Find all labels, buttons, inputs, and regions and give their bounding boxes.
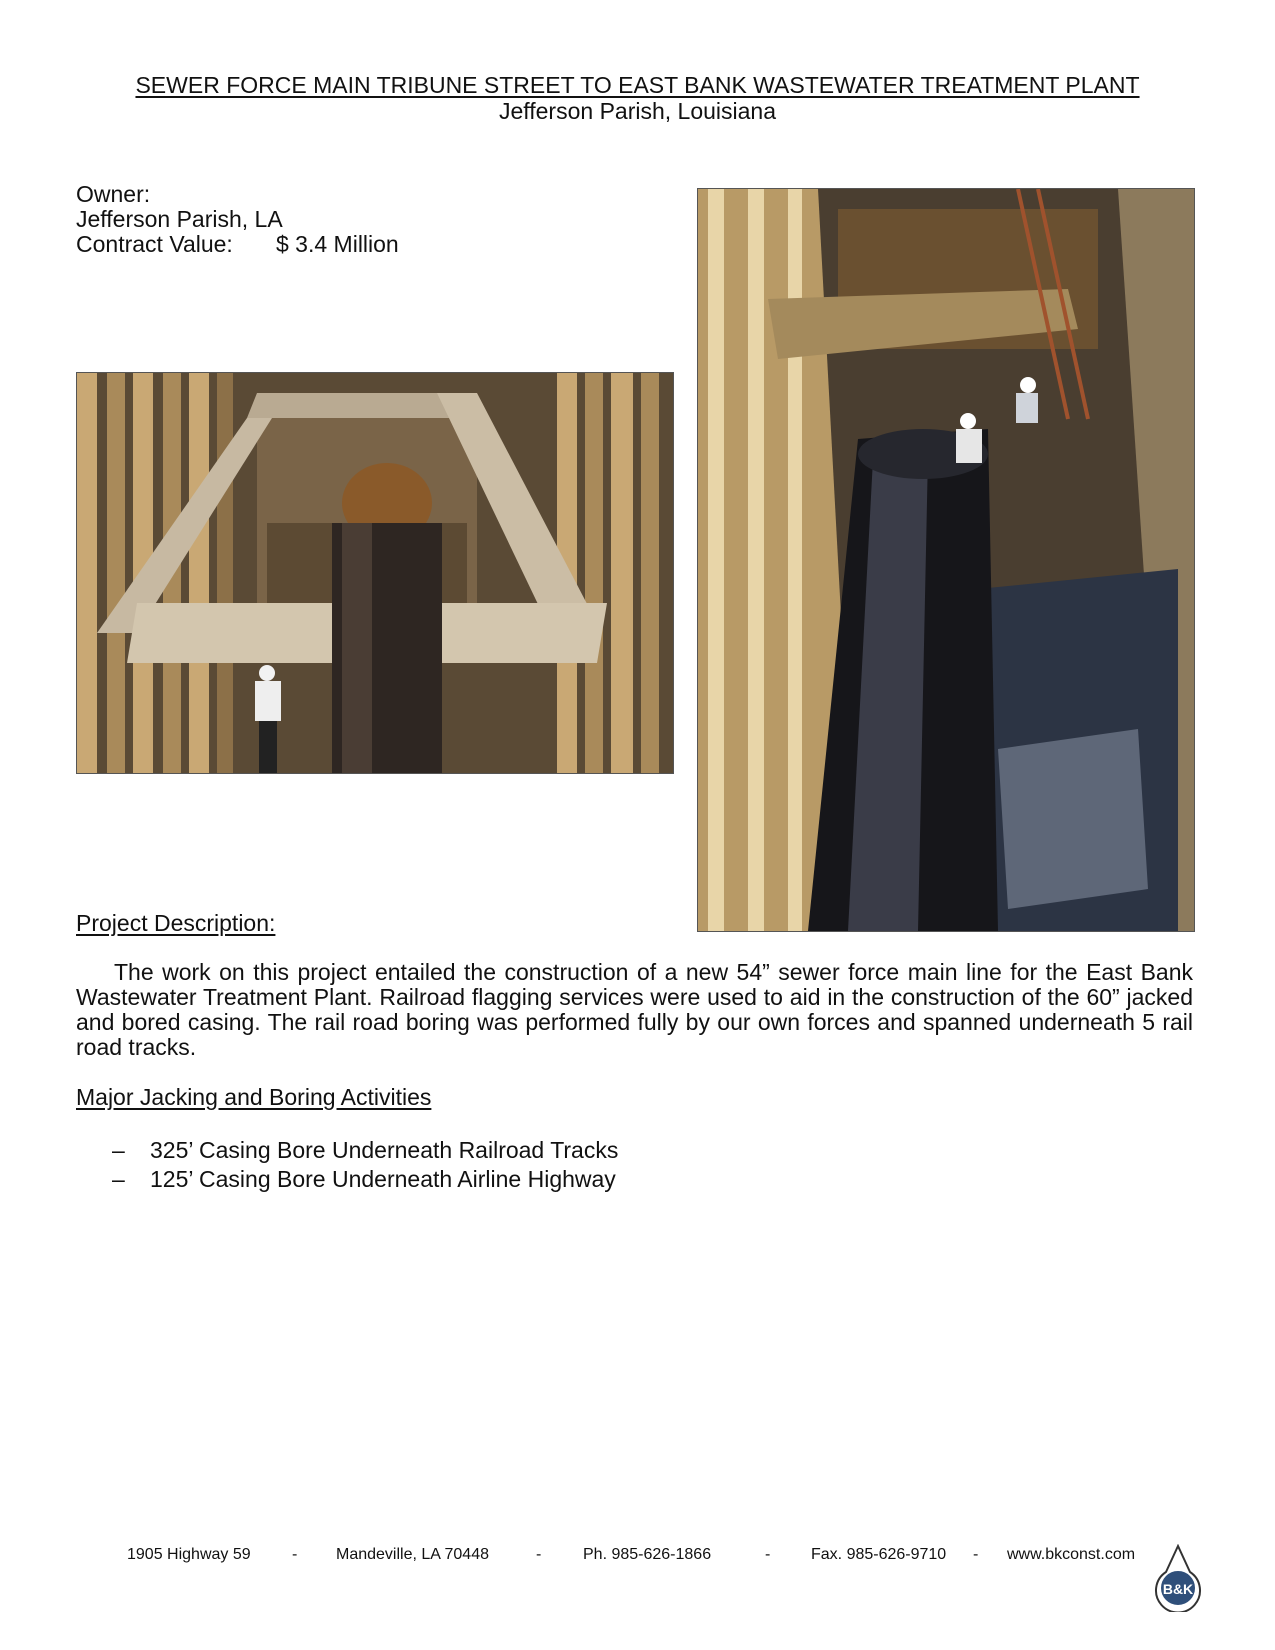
project-location: Jefferson Parish, Louisiana [498,98,777,124]
footer-phone: Ph. 985-626-1866 [583,1546,712,1563]
footer-separator: - [536,1546,542,1563]
project-description-heading: Project Description: [76,910,276,936]
list-item: – 325’ Casing Bore Underneath Railroad Tracks [112,1137,619,1163]
footer-city: Mandeville, LA 70448 [336,1546,489,1563]
contract-value-label: Contract Value: [76,231,233,257]
owner-name: Jefferson Parish, LA [76,206,283,232]
footer-address: 1905 Highway 59 [127,1546,251,1563]
bk-logo-icon [1148,1544,1208,1612]
trench-photo-left-image [77,373,673,773]
list-item: – 125’ Casing Bore Underneath Airline Highway [112,1166,616,1192]
footer-separator: - [973,1546,979,1563]
contract-value: $ 3.4 Million [276,231,399,257]
document-title-block [0,72,1275,124]
trench-photo-left [76,372,674,774]
dash-icon: – [112,1137,125,1163]
contract-row [76,232,399,257]
activities-list [112,1136,618,1194]
dash-icon: – [112,1166,125,1192]
footer-separator: - [292,1546,298,1563]
trench-photo-right [697,188,1195,932]
project-description-text: The work on this project entailed the construction of a new 54” sewer force main line for the East Bank Wastewater Treatment Plant. Railroad flagging services were used to aid in the construction of the 60” jacked and bored casing. The rail road boring was performed fully by our own forces and spanned underneath 5 rail road tracks. [76,959,1193,1060]
trench-photo-right-image [698,189,1194,931]
footer-website[interactable]: www.bkconst.com [1007,1546,1136,1563]
owner-label: Owner: [76,181,151,207]
footer-fax: Fax. 985-626-9710 [811,1546,947,1563]
owner-block [76,182,399,257]
footer-separator: - [765,1546,771,1563]
activities-heading: Major Jacking and Boring Activities [76,1084,432,1110]
logo-text: B&K [1162,1581,1194,1597]
project-title: SEWER FORCE MAIN TRIBUNE STREET TO EAST BANK WASTEWATER TREATMENT PLANT [135,72,1140,98]
bk-logo [1148,1544,1208,1612]
